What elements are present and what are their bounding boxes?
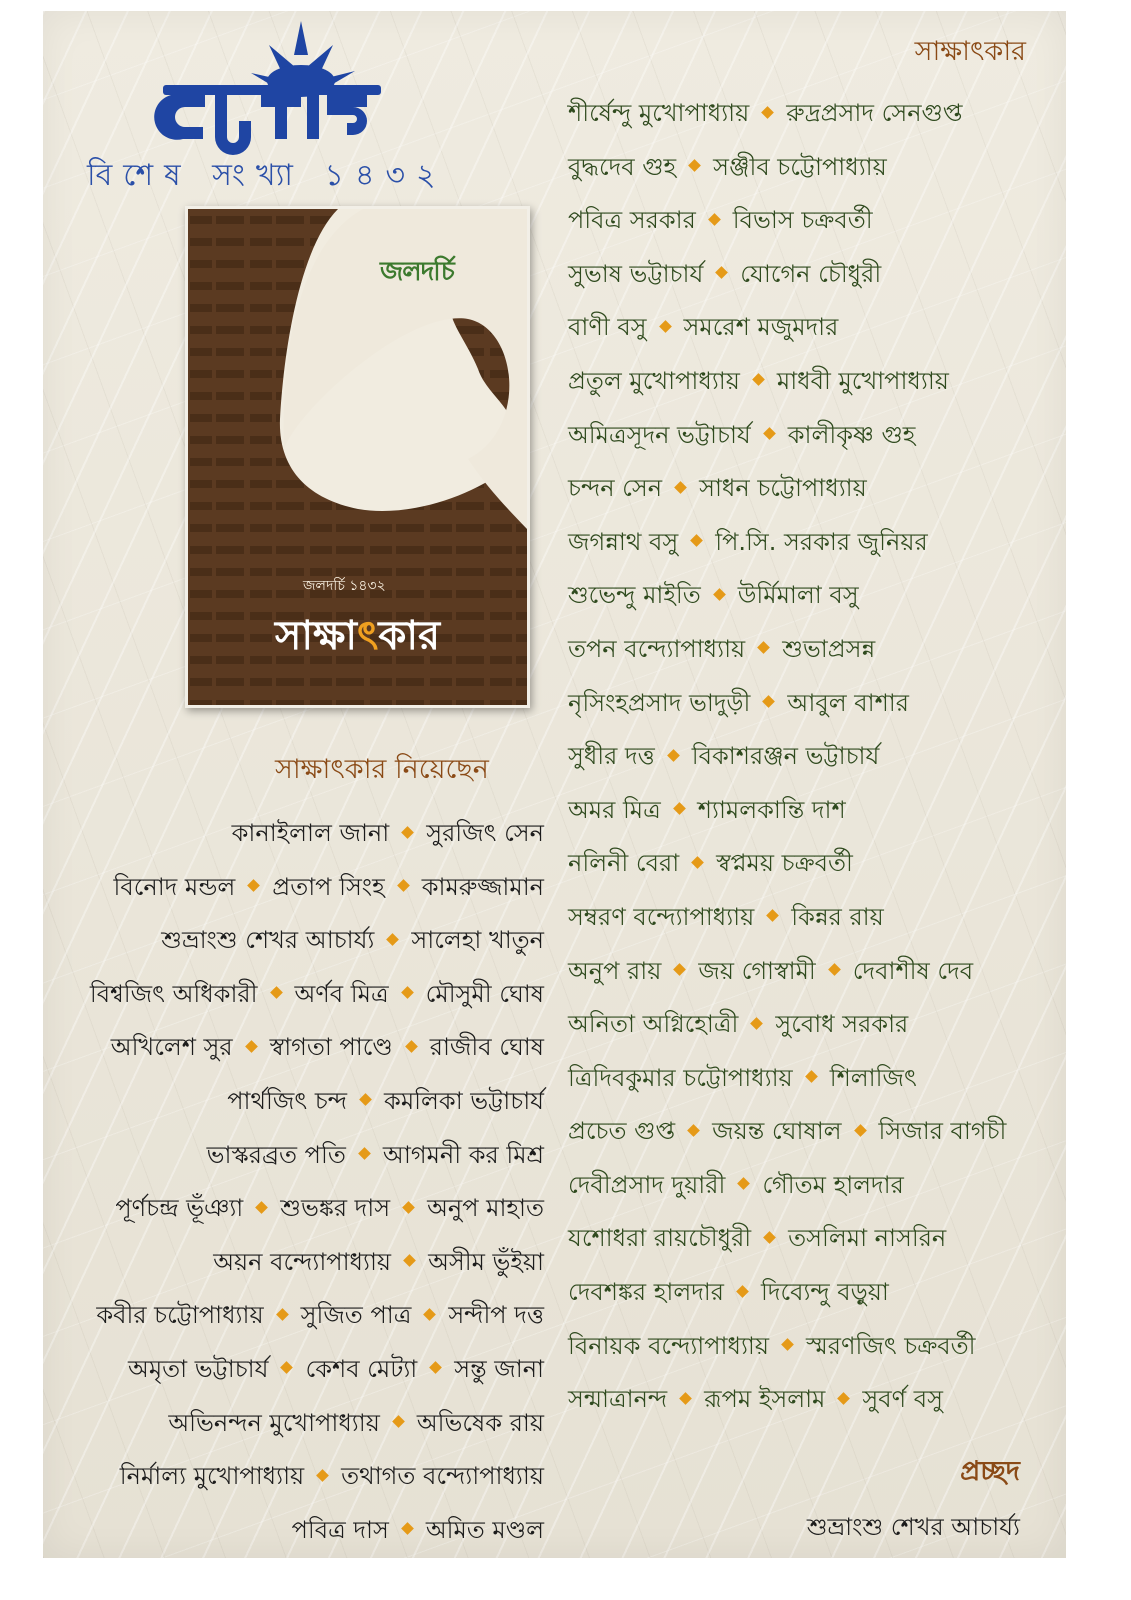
person-name: দেবীপ্রসাদ দুয়ারী bbox=[568, 1170, 726, 1199]
person-name: শীর্ষেন্দু মুখোপাধ্যায় bbox=[568, 99, 750, 127]
list-item bbox=[568, 301, 1048, 355]
list-item bbox=[44, 968, 544, 1022]
bullet-diamond-icon bbox=[736, 1285, 749, 1298]
list-item bbox=[44, 1075, 544, 1129]
person-name: বিনোদ মন্ডল bbox=[113, 872, 236, 901]
list-item bbox=[568, 355, 1048, 409]
person-name: সুধীর দত্ত bbox=[568, 742, 655, 771]
person-name: কানাইলাল জানা bbox=[231, 819, 390, 847]
bullet-diamond-icon bbox=[757, 642, 770, 655]
person-name: সালেহা খাতুন bbox=[411, 926, 544, 955]
list-item bbox=[44, 1289, 544, 1343]
person-name: অভিষেক রায় bbox=[416, 1408, 544, 1437]
cover-title-part: কার bbox=[378, 613, 440, 659]
bullet-diamond-icon bbox=[423, 1308, 436, 1321]
bullet-diamond-icon bbox=[763, 1231, 776, 1244]
bullet-diamond-icon bbox=[690, 534, 703, 547]
person-name: প্রচেত গুপ্ত bbox=[568, 1117, 676, 1146]
person-name: রুদ্রপ্রসাদ সেনগুপ্ত bbox=[786, 99, 963, 127]
person-name: পূর্ণচন্দ্র ভূঁঞ্যা bbox=[115, 1194, 244, 1223]
list-item bbox=[568, 1052, 1048, 1106]
interviewee-list bbox=[568, 87, 1048, 1427]
cover-credit-name: শুভ্রাংশু শেখর আচার্য্য bbox=[806, 1513, 1020, 1541]
bullet-diamond-icon bbox=[392, 1415, 405, 1428]
person-name: মৌসুমী ঘোষ bbox=[425, 979, 544, 1008]
person-name: পবিত্র সরকার bbox=[568, 206, 696, 235]
bullet-diamond-icon bbox=[828, 963, 841, 976]
list-item bbox=[568, 1373, 1048, 1427]
bullet-diamond-icon bbox=[766, 910, 779, 923]
bullet-diamond-icon bbox=[781, 1338, 794, 1351]
bullet-diamond-icon bbox=[659, 320, 672, 333]
bullet-diamond-icon bbox=[401, 826, 414, 839]
bullet-diamond-icon bbox=[750, 1017, 763, 1030]
person-name: নির্মাল্য মুখোপাধ্যায় bbox=[119, 1462, 305, 1491]
bullet-diamond-icon bbox=[401, 986, 414, 999]
bullet-diamond-icon bbox=[763, 695, 776, 708]
list-item bbox=[568, 1320, 1048, 1374]
interviewers-heading: সাক্ষাৎকার নিয়েছেন bbox=[275, 754, 489, 785]
person-name: পবিত্র দাস bbox=[291, 1515, 389, 1544]
person-name: সুবর্ণ বসু bbox=[862, 1385, 943, 1414]
list-item bbox=[568, 891, 1048, 945]
bullet-diamond-icon bbox=[679, 1392, 692, 1405]
person-name: জয় গোস্বামী bbox=[698, 956, 816, 985]
person-name: সম্বরণ বন্দ্যোপাধ্যায় bbox=[568, 902, 755, 931]
person-name: সুরজিৎ সেন bbox=[426, 819, 544, 847]
bullet-diamond-icon bbox=[708, 213, 721, 226]
list-item bbox=[44, 861, 544, 915]
bullet-diamond-icon bbox=[737, 1178, 750, 1191]
person-name: সুবোধ সরকার bbox=[775, 1010, 909, 1039]
bullet-diamond-icon bbox=[763, 427, 776, 440]
bullet-diamond-icon bbox=[691, 856, 704, 869]
person-name: সঞ্জীব চট্টোপাধ্যায় bbox=[713, 152, 887, 181]
bullet-diamond-icon bbox=[673, 963, 686, 976]
bullet-diamond-icon bbox=[247, 879, 260, 892]
poster bbox=[43, 11, 1066, 1558]
person-name: শ্যামলকান্তি দাশ bbox=[697, 795, 846, 824]
bullet-diamond-icon bbox=[667, 749, 680, 762]
list-item bbox=[44, 1397, 544, 1451]
person-name: উর্মিমালা বসু bbox=[737, 581, 859, 610]
cover-title bbox=[198, 604, 517, 671]
person-name: তপন বন্দ্যোপাধ্যায় bbox=[568, 634, 746, 663]
person-name: তথাগত বন্দ্যোপাধ্যায় bbox=[341, 1462, 544, 1491]
person-name: অর্ণব মিত্র bbox=[294, 979, 389, 1008]
bullet-diamond-icon bbox=[281, 1362, 294, 1375]
bullet-diamond-icon bbox=[403, 1254, 416, 1267]
special-issue-title: বিশেষ সংখ্যা ১৪৩২ bbox=[87, 158, 447, 193]
person-name: কবীর চট্টোপাধ্যায় bbox=[96, 1301, 264, 1330]
person-name: অয়ন বন্দ্যোপাধ্যায় bbox=[213, 1247, 392, 1276]
person-name: সিজার বাগচী bbox=[878, 1117, 1007, 1146]
bullet-diamond-icon bbox=[359, 1094, 372, 1107]
bullet-diamond-icon bbox=[245, 1040, 258, 1053]
person-name: জয়ন্ত ঘোষাল bbox=[712, 1117, 842, 1146]
person-name: নৃসিংহপ্রসাদ ভাদুড়ী bbox=[568, 688, 751, 717]
person-name: শিলাজিৎ bbox=[829, 1063, 917, 1092]
person-name: অভিনন্দন মুখোপাধ্যায় bbox=[168, 1408, 380, 1437]
person-name: বুদ্ধদেব গুহ bbox=[568, 152, 677, 181]
list-item bbox=[568, 1266, 1048, 1320]
list-item bbox=[568, 87, 1048, 141]
bullet-diamond-icon bbox=[276, 1308, 289, 1321]
person-name: অমর মিত্র bbox=[568, 795, 661, 824]
person-name: সুজিত পাত্র bbox=[300, 1301, 412, 1330]
list-item bbox=[568, 623, 1048, 677]
list-item bbox=[568, 248, 1048, 302]
person-name: প্রতাপ সিংহ bbox=[272, 872, 385, 901]
list-item bbox=[568, 409, 1048, 463]
list-item bbox=[44, 1021, 544, 1075]
person-name: তসলিমা নাসরিন bbox=[788, 1224, 947, 1253]
list-item bbox=[44, 1504, 544, 1558]
list-item bbox=[568, 837, 1048, 891]
person-name: শুভ্রাংশু শেখর আচার্য্য bbox=[161, 926, 375, 955]
person-name: স্মরণজিৎ চক্রবর্তী bbox=[806, 1331, 976, 1360]
person-name: অখিলেশ সুর bbox=[110, 1033, 233, 1062]
list-item bbox=[568, 730, 1048, 784]
cover-logo: জলদর্চি bbox=[380, 257, 454, 287]
bullet-diamond-icon bbox=[854, 1124, 867, 1137]
person-name: বিশ্বজিৎ অধিকারী bbox=[89, 979, 258, 1008]
person-name: শুভঙ্কর দাস bbox=[280, 1194, 391, 1223]
bullet-diamond-icon bbox=[713, 588, 726, 601]
person-name: স্বাগতা পাণ্ডে bbox=[269, 1033, 393, 1062]
person-name: অসীম ভুঁইয়া bbox=[428, 1247, 544, 1276]
bullet-diamond-icon bbox=[752, 374, 765, 387]
person-name: শুভেন্দু মাইতি bbox=[568, 581, 701, 610]
person-name: গৌতম হালদার bbox=[762, 1170, 904, 1199]
person-name: সমরেশ মজুমদার bbox=[683, 313, 839, 342]
bullet-diamond-icon bbox=[316, 1469, 329, 1482]
bullet-diamond-icon bbox=[688, 159, 701, 172]
list-item bbox=[44, 1450, 544, 1504]
interviewer-list bbox=[44, 807, 544, 1557]
bullet-diamond-icon bbox=[397, 879, 410, 892]
bullet-diamond-icon bbox=[270, 986, 283, 999]
person-name: চন্দন সেন bbox=[568, 474, 663, 503]
person-name: কিন্নর রায় bbox=[791, 902, 884, 931]
person-name: কেশব মেট্যা bbox=[305, 1354, 418, 1383]
person-name: আগমনী কর মিশ্র bbox=[382, 1140, 544, 1169]
person-name: সন্মাত্রানন্দ bbox=[568, 1385, 668, 1414]
person-name: দেবাশীষ দেব bbox=[852, 956, 974, 985]
person-name: বিভাস চক্রবর্তী bbox=[732, 206, 873, 235]
list-item bbox=[568, 516, 1048, 570]
person-name: সুভাষ ভট্টাচার্য bbox=[568, 259, 704, 288]
person-name: বাণী বসু bbox=[568, 313, 647, 342]
person-name: বিনায়ক বন্দ্যোপাধ্যায় bbox=[568, 1331, 770, 1360]
person-name: সাধন চট্টোপাধ্যায় bbox=[699, 474, 867, 503]
bullet-diamond-icon bbox=[405, 1040, 418, 1053]
list-item bbox=[568, 569, 1048, 623]
person-name: সন্দীপ দত্ত bbox=[448, 1301, 544, 1330]
person-name: রূপম ইসলাম bbox=[704, 1385, 826, 1414]
cover-title-part: সাক্ষা bbox=[274, 613, 358, 659]
list-item bbox=[44, 807, 544, 861]
person-name: আবুল বাশার bbox=[787, 688, 909, 717]
cover-credit-heading: প্রচ্ছদ bbox=[960, 1456, 1020, 1487]
bullet-diamond-icon bbox=[805, 1070, 818, 1083]
person-name: মাধবী মুখোপাধ্যায় bbox=[776, 366, 949, 395]
person-name: যোগেন চৌধুরী bbox=[740, 259, 882, 288]
book-cover-image bbox=[185, 206, 530, 708]
bullet-diamond-icon bbox=[838, 1392, 851, 1405]
bullet-diamond-icon bbox=[761, 106, 774, 119]
list-item bbox=[568, 998, 1048, 1052]
person-name: কমলিকা ভট্টাচার্য bbox=[384, 1086, 544, 1115]
person-name: অনিতা অগ্নিহোত্রী bbox=[568, 1010, 739, 1039]
person-name: অনুপ মাহাত bbox=[427, 1194, 544, 1223]
person-name: অমিত্রসূদন ভট্টাচার্য bbox=[568, 420, 751, 449]
person-name: রাজীব ঘোষ bbox=[429, 1033, 544, 1062]
cover-subtitle: জলদর্চি ১৪৩২ bbox=[303, 578, 386, 594]
list-item bbox=[568, 677, 1048, 731]
bullet-diamond-icon bbox=[429, 1362, 442, 1375]
person-name: স্বপ্নময় চক্রবর্তী bbox=[716, 849, 853, 878]
jaladarchi-logo bbox=[151, 15, 391, 155]
bullet-diamond-icon bbox=[358, 1147, 371, 1160]
person-name: যশোধরা রায়চৌধুরী bbox=[568, 1224, 752, 1253]
logo-mark-icon bbox=[151, 15, 391, 155]
bullet-diamond-icon bbox=[674, 481, 687, 494]
bullet-diamond-icon bbox=[402, 1201, 415, 1214]
list-item bbox=[568, 1159, 1048, 1213]
list-item bbox=[44, 1182, 544, 1236]
person-name: পার্থজিৎ চন্দ bbox=[227, 1086, 348, 1115]
cover-title-accent: ৎ bbox=[357, 613, 379, 659]
list-item bbox=[44, 914, 544, 968]
list-item bbox=[568, 945, 1048, 999]
list-item bbox=[568, 1105, 1048, 1159]
person-name: জগন্নাথ বসু bbox=[568, 527, 679, 556]
person-name: দিব্যেন্দু বড়ুয়া bbox=[760, 1278, 889, 1307]
list-item bbox=[568, 141, 1048, 195]
person-name: অমিত মণ্ডল bbox=[425, 1515, 544, 1544]
list-item bbox=[44, 1343, 544, 1397]
bullet-diamond-icon bbox=[687, 1124, 700, 1137]
person-name: ত্রিদিবকুমার চট্টোপাধ্যায় bbox=[568, 1063, 793, 1092]
person-name: প্রতুল মুখোপাধ্যায় bbox=[568, 366, 740, 395]
person-name: বিকাশরঞ্জন ভট্টাচার্য bbox=[691, 742, 880, 771]
bullet-diamond-icon bbox=[387, 933, 400, 946]
person-name: দেবশঙ্কর হালদার bbox=[568, 1278, 724, 1307]
bullet-diamond-icon bbox=[673, 802, 686, 815]
bullet-diamond-icon bbox=[255, 1201, 268, 1214]
person-name: পি.সি. সরকার জুনিয়র bbox=[715, 527, 928, 556]
interviews-heading: সাক্ষাৎকার bbox=[914, 36, 1026, 67]
person-name: ভাস্করব্রত পতি bbox=[206, 1140, 346, 1169]
list-item bbox=[44, 1129, 544, 1183]
person-name: অনুপ রায় bbox=[568, 956, 662, 985]
person-name: অমৃতা ভট্টাচার্য bbox=[128, 1354, 269, 1383]
list-item bbox=[568, 462, 1048, 516]
person-name: শুভাপ্রসন্ন bbox=[782, 634, 876, 663]
list-item bbox=[44, 1236, 544, 1290]
person-name: সন্তু জানা bbox=[454, 1354, 544, 1383]
list-item bbox=[568, 194, 1048, 248]
bullet-diamond-icon bbox=[715, 266, 728, 279]
person-name: কামরুজ্জামান bbox=[421, 872, 544, 901]
person-name: কালীকৃষ্ণ গুহ bbox=[787, 420, 916, 449]
bullet-diamond-icon bbox=[401, 1522, 414, 1535]
list-item bbox=[568, 784, 1048, 838]
list-item bbox=[568, 1212, 1048, 1266]
person-name: নলিনী বেরা bbox=[568, 849, 680, 878]
